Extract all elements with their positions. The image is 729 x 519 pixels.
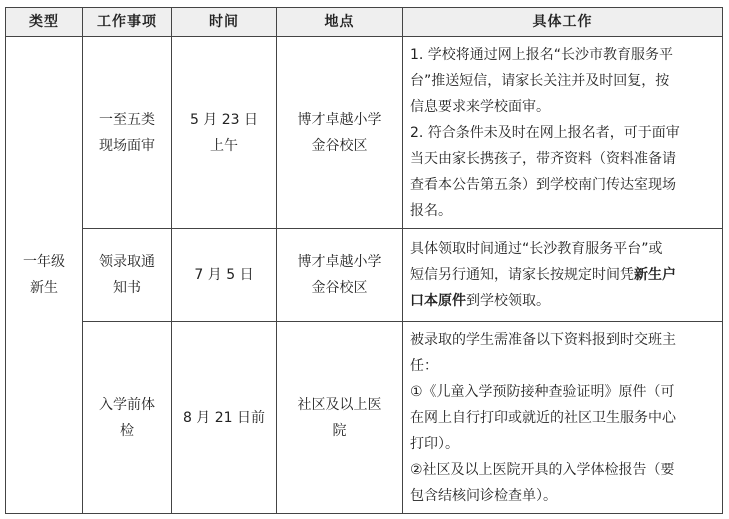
item-line: 知书 <box>113 280 141 296</box>
work-cell <box>403 229 723 322</box>
header-type: 类型 <box>6 8 83 37</box>
work-line: 在网上自行打印或就近的社区卫生服务中心 <box>410 409 676 426</box>
time-cell <box>172 37 277 229</box>
table-row <box>6 229 723 322</box>
work-line: ①《儿童入学预防接种查验证明》原件（可 <box>410 383 675 400</box>
work-line: 台”推送短信，请家长关注并及时回复，按 <box>410 72 670 89</box>
registration-schedule <box>5 7 722 514</box>
work-bold-text: 口本原件 <box>410 293 466 309</box>
time-cell <box>172 229 277 322</box>
work-text: 短信另行通知，请家长按规定时间凭 <box>410 267 634 283</box>
place-line: 博才卓越小学 <box>297 254 382 270</box>
item-line: 一至五类 <box>99 111 155 128</box>
item-cell <box>83 37 172 229</box>
work-line: 查看本公告第五条）到学校南门传达室现场 <box>410 176 676 193</box>
place-line: 博才卓越小学 <box>297 111 382 128</box>
table-row <box>6 37 723 229</box>
work-line: 打印）。 <box>410 435 459 452</box>
time-line: 上午 <box>210 137 238 154</box>
work-line: 2. 符合条件未及时在网上报名者，可于面审 <box>410 124 680 141</box>
place-cell <box>277 37 403 229</box>
header-item: 工作事项 <box>83 8 172 37</box>
work-line <box>410 288 716 314</box>
work-text: 到学校领取。 <box>466 293 550 309</box>
item-line: 检 <box>120 422 134 439</box>
work-line: 包含结核问诊检查单）。 <box>410 487 557 504</box>
place-cell <box>277 229 403 322</box>
header-time: 时间 <box>172 8 277 37</box>
work-cell <box>403 322 723 514</box>
time-line: 8 月 21 日前 <box>182 409 266 426</box>
place-cell <box>277 322 403 514</box>
item-line: 入学前体 <box>99 396 155 413</box>
category-line: 新生 <box>30 280 58 296</box>
place-line: 社区及以上医 <box>297 396 382 413</box>
place-line: 金谷校区 <box>311 137 368 154</box>
work-bold-text: 新生户 <box>634 267 676 283</box>
schedule-table <box>5 7 723 514</box>
work-line: 报名。 <box>410 202 452 219</box>
work-line: 信息要求来学校面审。 <box>410 98 550 115</box>
item-line: 现场面审 <box>99 137 155 154</box>
time-line: 5 月 23 日 <box>189 111 259 128</box>
time-cell <box>172 322 277 514</box>
work-line: 具体领取时间通过“长沙教育服务平台”或 <box>410 241 663 257</box>
place-line: 金谷校区 <box>311 280 368 296</box>
place-line: 院 <box>332 422 347 439</box>
work-line: 任： <box>410 357 438 374</box>
work-line: 当天由家长携孩子，带齐资料（资料准备请 <box>410 150 676 167</box>
category-cell <box>6 37 83 514</box>
time-line: 7 月 5 日 <box>194 267 254 283</box>
category-line: 一年级 <box>23 254 65 270</box>
item-line: 领录取通 <box>99 254 155 270</box>
work-line: ②社区及以上医院开具的入学体检报告（要 <box>410 461 675 478</box>
work-line: 1. 学校将通过网上报名“长沙市教育服务平 <box>410 46 674 63</box>
table-row <box>6 322 723 514</box>
header-row <box>6 8 723 37</box>
header-work: 具体工作 <box>403 8 723 37</box>
work-line <box>410 262 716 288</box>
item-cell <box>83 229 172 322</box>
item-cell <box>83 322 172 514</box>
work-cell <box>403 37 723 229</box>
work-line: 被录取的学生需准备以下资料报到时交班主 <box>410 331 676 348</box>
header-place: 地点 <box>277 8 403 37</box>
